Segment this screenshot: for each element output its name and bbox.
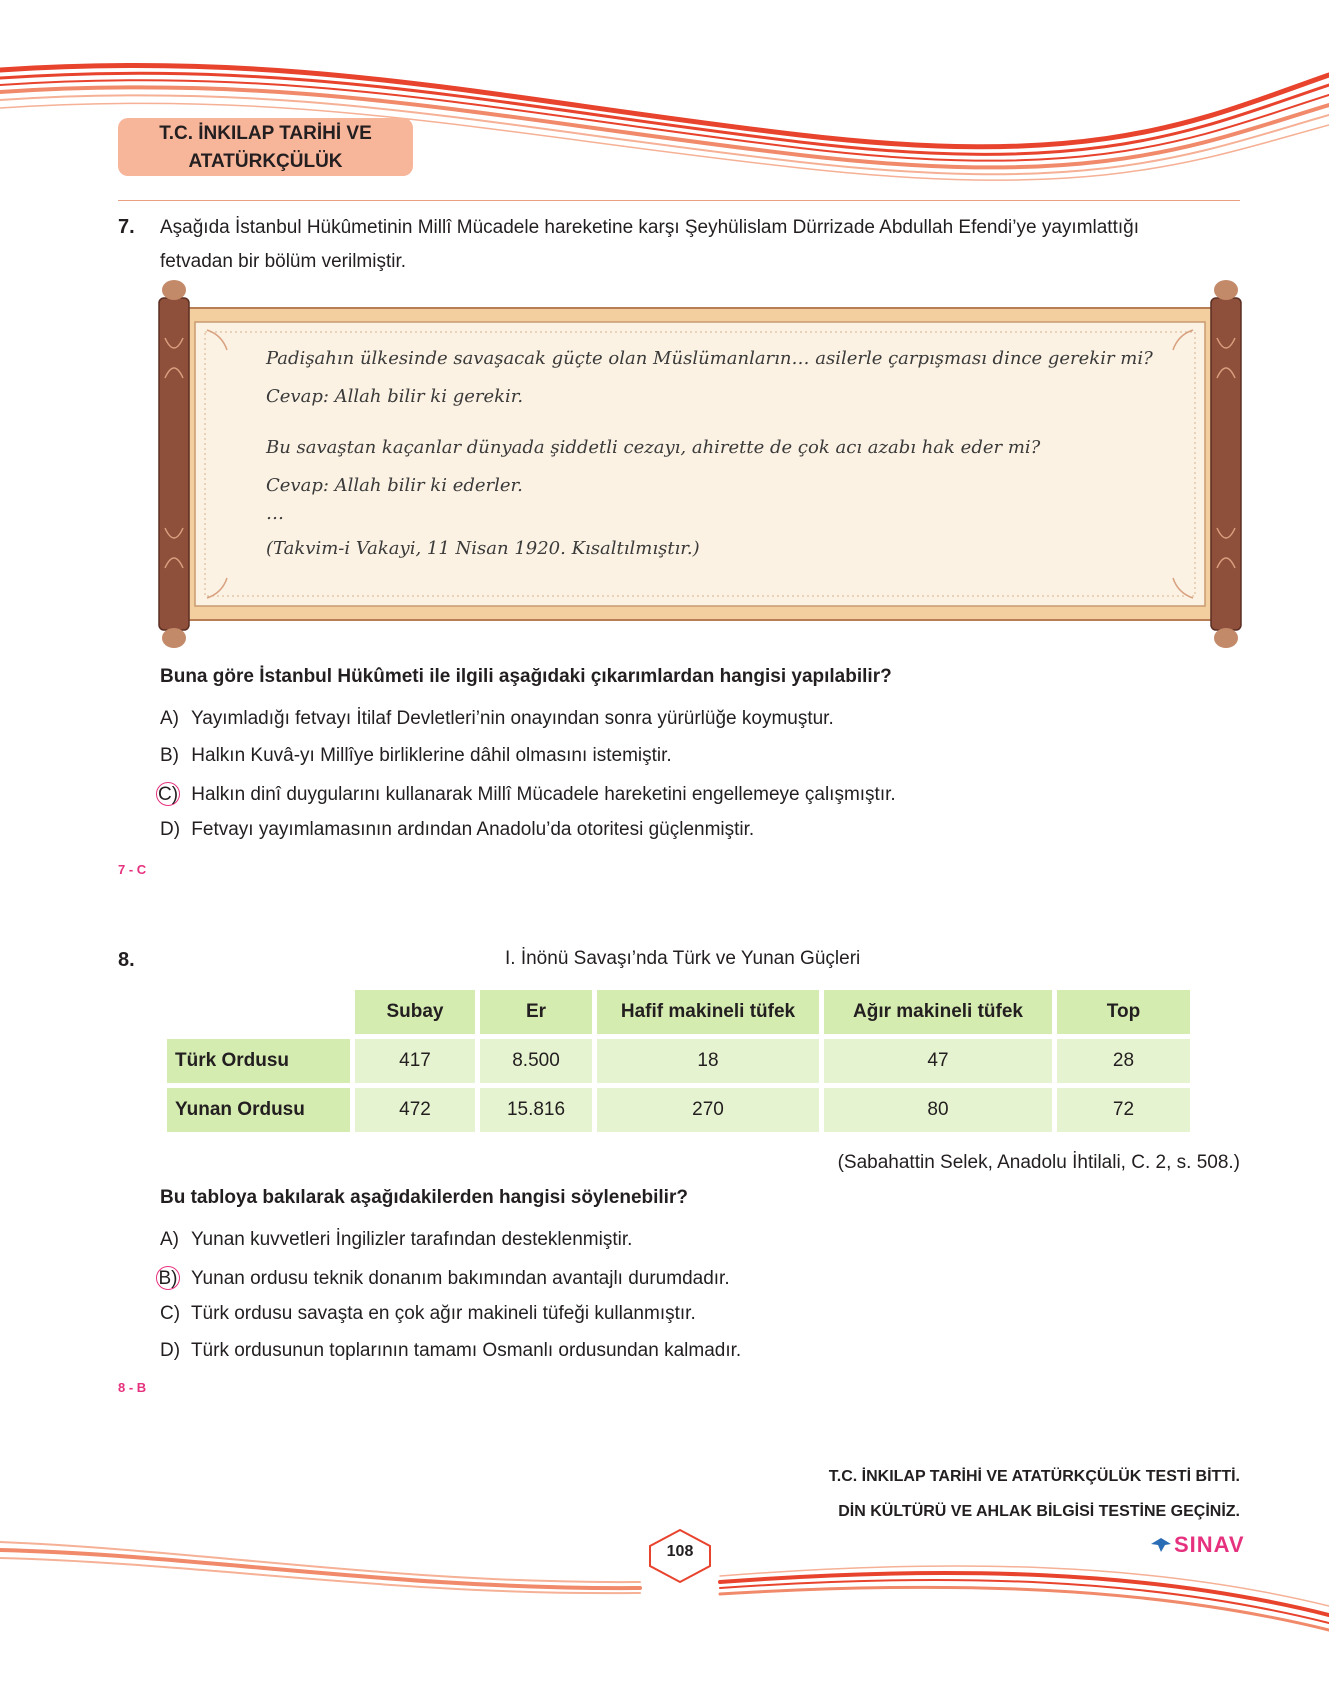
quote-line-1: Padişahın ülkesinde savaşacak güçte olan Müslümanların… asilerle çarpışması dince gerekir mi? — [266, 348, 1153, 369]
quote-source: (Takvim-i Vakayi, 11 Nisan 1920. Kısaltılmıştır.) — [266, 538, 700, 559]
table-row — [167, 1039, 1190, 1083]
table-title: I. İnönü Savaşı’nda Türk ve Yunan Güçleri — [505, 948, 861, 969]
row-header: Yunan Ordusu — [167, 1088, 350, 1132]
q8-answer-key: 8 - B — [118, 1380, 147, 1395]
col-header: Hafif makineli tüfek — [597, 990, 819, 1034]
table-cell: 15.816 — [480, 1088, 592, 1132]
q7-option-a[interactable] — [160, 708, 834, 730]
forces-table — [162, 985, 1195, 1137]
table-cell: 80 — [824, 1088, 1052, 1132]
quote-line-3: Bu savaştan kaçanlar dünyada şiddetli cezayı, ahirette de çok acı azabı hak eder mi? — [266, 437, 1041, 458]
option-text: Türk ordusunun toplarının tamamı Osmanlı ordusundan kalmadır. — [190, 1340, 742, 1361]
scroll-frame-illustration — [155, 278, 1245, 650]
page-number: 108 — [666, 1543, 694, 1560]
q8-option-c[interactable] — [160, 1303, 696, 1325]
q8-option-a[interactable] — [160, 1229, 632, 1251]
quote-ellipsis: … — [266, 503, 284, 524]
table-corner — [167, 990, 350, 1034]
table-cell: 8.500 — [480, 1039, 592, 1083]
q7-text — [160, 211, 1245, 279]
bird-logo-icon — [1150, 1534, 1172, 1556]
test-end-line-1: T.C. İNKILAP TARİHİ VE ATATÜRKÇÜLÜK TESTİ BİTTİ. — [828, 1468, 1240, 1485]
table-cell: 72 — [1057, 1088, 1190, 1132]
option-label: D) — [160, 819, 181, 840]
option-label-circled: B) — [156, 1266, 180, 1290]
table-cell: 18 — [597, 1039, 819, 1083]
quote-line-4: Cevap: Allah bilir ki ederler. — [266, 475, 523, 496]
option-label: A) — [160, 708, 179, 729]
q8-option-d[interactable] — [160, 1340, 741, 1362]
brand-logo: SINAV — [1174, 1532, 1245, 1557]
row-header: Türk Ordusu — [167, 1039, 350, 1083]
table-cell: 417 — [355, 1039, 475, 1083]
option-text: Türk ordusu savaşta en çok ağır makineli tüfeği kullanmıştır. — [190, 1303, 696, 1324]
col-header: Er — [480, 990, 592, 1034]
table-cell: 472 — [355, 1088, 475, 1132]
table-cell: 47 — [824, 1039, 1052, 1083]
col-header: Ağır makineli tüfek — [824, 990, 1052, 1034]
table-cell: 270 — [597, 1088, 819, 1132]
q7-option-b[interactable] — [160, 745, 672, 767]
q7-text-line-1: Aşağıda İstanbul Hükûmetinin Millî Mücadele hareketine karşı Şeyhülislam Dürrizade Abdullah Efendi’ye yayımlattığı — [160, 217, 1139, 238]
option-text: Halkın dinî duygularını kullanarak Millî Mücadele hareketini engellemeye çalışmıştır. — [191, 784, 896, 805]
q7-prompt: Buna göre İstanbul Hükûmeti ile ilgili aşağıdaki çıkarımlardan hangisi yapılabilir? — [160, 666, 892, 687]
option-label-circled: C) — [157, 784, 179, 805]
option-text: Yunan ordusu teknik donanım bakımından avantajlı durumdadır. — [190, 1268, 730, 1289]
quote-line-2: Cevap: Allah bilir ki gerekir. — [266, 386, 524, 407]
option-text: Fetvayı yayımlamasının ardından Anadolu’da otoritesi güçlenmiştir. — [191, 819, 755, 840]
option-label: D) — [160, 1340, 181, 1361]
header-divider — [118, 200, 1240, 201]
option-label: C) — [160, 1303, 181, 1324]
q8-number: 8. — [118, 949, 135, 971]
option-text: Yunan kuvvetleri İngilizler tarafından desteklenmiştir. — [190, 1229, 633, 1250]
q7-answer-key: 7 - C — [118, 862, 147, 877]
table-source: (Sabahattin Selek, Anadolu İhtilali, C. 2, s. 508.) — [837, 1152, 1240, 1173]
option-label: B) — [160, 745, 179, 766]
subject-tag — [118, 118, 413, 176]
q8-prompt: Bu tabloya bakılarak aşağıdakilerden hangisi söylenebilir? — [160, 1187, 688, 1208]
table-cell: 28 — [1057, 1039, 1190, 1083]
q7-option-c[interactable] — [157, 782, 896, 806]
subject-line-1: T.C. İNKILAP TARİHİ VE — [159, 123, 372, 144]
q7-number: 7. — [118, 216, 135, 238]
col-header: Subay — [355, 990, 475, 1034]
option-text: Yayımladığı fetvayı İtilaf Devletleri’nin onayından sonra yürürlüğe koymuştur. — [190, 708, 834, 729]
test-end-line-2: DİN KÜLTÜRÜ VE AHLAK BİLGİSİ TESTİNE GEÇİNİZ. — [838, 1503, 1240, 1520]
table-row — [167, 1088, 1190, 1132]
subject-line-2: ATATÜRKÇÜLÜK — [188, 151, 343, 172]
q7-text-line-2: fetvadan bir bölüm verilmiştir. — [160, 251, 407, 272]
option-label: A) — [160, 1229, 179, 1250]
col-header: Top — [1057, 990, 1190, 1034]
q8-option-b[interactable] — [160, 1266, 730, 1290]
q7-option-d[interactable] — [160, 819, 754, 841]
option-text: Halkın Kuvâ-yı Millîye birliklerine dâhil olmasını istemiştir. — [191, 745, 672, 766]
table-header-row — [167, 990, 1190, 1034]
